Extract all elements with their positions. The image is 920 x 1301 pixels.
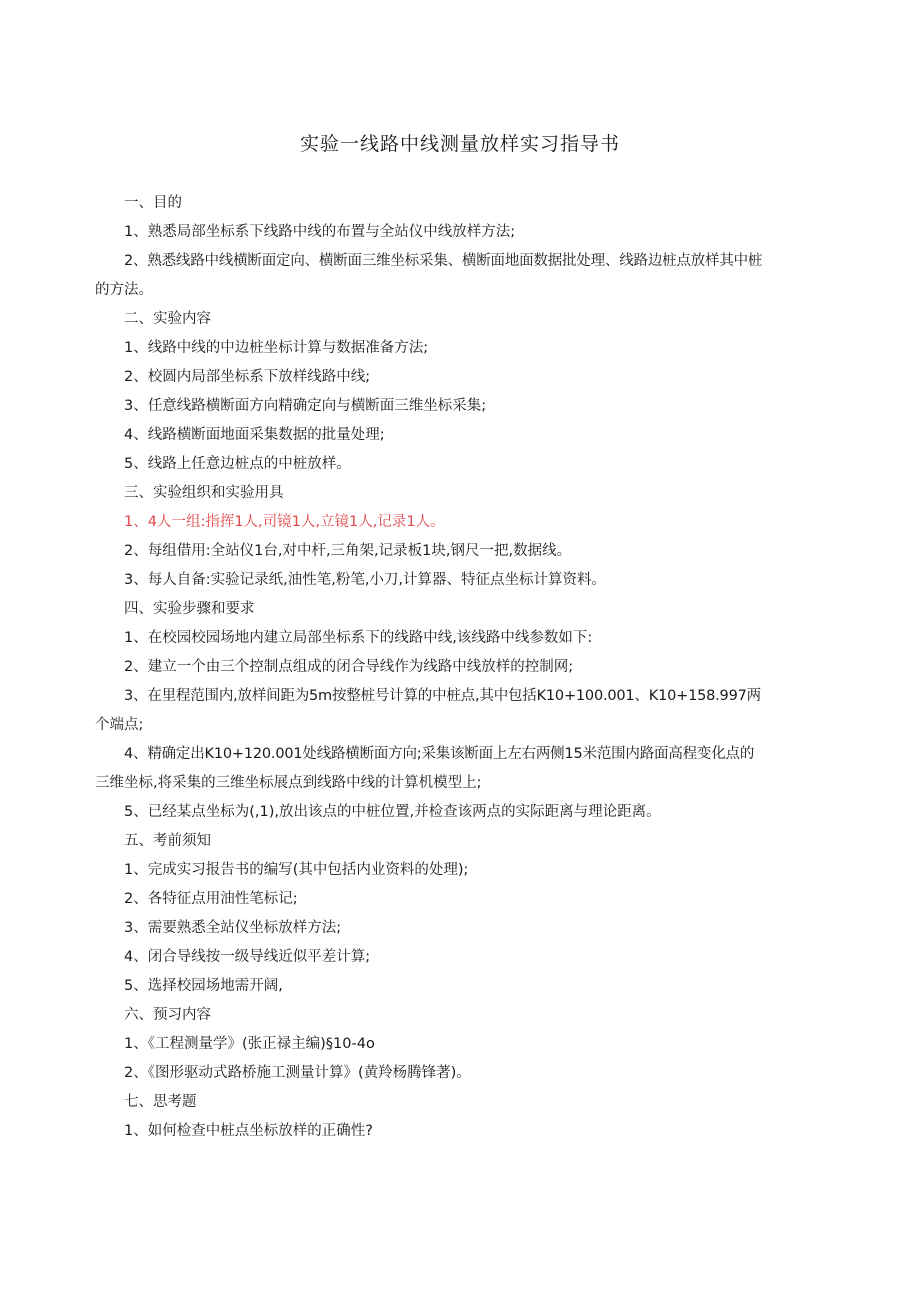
steps-item-4: 4、精确定出K10+120.001处线路横断面方向;采集该断面上左右两侧15米范围内路面高程变化点的 (124, 746, 755, 762)
content-item-3: 3、任意线路横断面方向精确定向与横断面三维坐标采集; (124, 398, 487, 414)
purpose-item-2-continued: 的方法。 (95, 282, 153, 298)
organization-item-1: 1、4人一组:指挥1人,司镜1人,立镜1人,记录1人。 (124, 514, 445, 530)
purpose-item-1: 1、熟悉局部坐标系下线路中线的布置与全站仪中线放样方法; (124, 224, 516, 240)
section-heading-organization: 三、实验组织和实验用具 (124, 485, 284, 501)
page-title: 实验一线路中线测量放样实习指导书 (299, 133, 620, 155)
section-heading-notes: 五、考前须知 (124, 833, 211, 849)
notes-item-4: 4、闭合导线按一级导线近似平差计算; (124, 949, 371, 965)
purpose-item-2: 2、熟悉线路中线横断面定向、横断面三维坐标采集、横断面地面数据批处理、线路边桩点放样其中桩 (124, 253, 763, 269)
steps-item-1: 1、在校园校园场地内建立局部坐标系下的线路中线,该线路中线参数如下: (124, 630, 593, 646)
section-heading-preview: 六、预习内容 (124, 1007, 211, 1023)
questions-item-1: 1、如何检查中桩点坐标放样的正确性? (124, 1123, 373, 1139)
content-item-5: 5、线路上任意边桩点的中桩放样。 (124, 456, 351, 472)
content-item-2: 2、校圆内局部坐标系下放样线路中线; (124, 369, 371, 385)
organization-item-3: 3、每人自备:实验记录纸,油性笔,粉笔,小刀,计算器、特征点坐标计算资料。 (124, 572, 607, 588)
organization-item-2: 2、每组借用:全站仪1台,对中杆,三角架,记录板1块,钢尺一把,数据线。 (124, 543, 572, 559)
steps-item-3: 3、在里程范围内,放样间距为5m按整桩号计算的中桩点,其中包括K10+100.001、K10+158.997两 (124, 688, 761, 704)
notes-item-1: 1、完成实习报告书的编写(其中包括内业资料的处理); (124, 862, 469, 878)
steps-item-5: 5、已经某点坐标为(,1),放出该点的中桩位置,并检查该两点的实际距离与理论距离。 (124, 804, 661, 820)
steps-item-2: 2、建立一个由三个控制点组成的闭合导线作为线路中线放样的控制网; (124, 659, 574, 675)
content-item-4: 4、线路横断面地面采集数据的批量处理; (124, 427, 385, 443)
section-heading-steps: 四、实验步骤和要求 (124, 601, 255, 617)
section-heading-questions: 七、思考题 (124, 1094, 197, 1110)
section-heading-purpose: 一、目的 (124, 195, 182, 211)
section-heading-content: 二、实验内容 (124, 311, 211, 327)
preview-item-2: 2、《图形驱动式路桥施工测量计算》(黄羚杨腾锋著)。 (124, 1065, 471, 1081)
preview-item-1: 1、《工程测量学》(张正禄主编)§10-4o (124, 1036, 375, 1052)
steps-item-4-continued: 三维坐标,将采集的三维坐标展点到线路中线的计算机模型上; (95, 775, 482, 791)
content-item-1: 1、线路中线的中边桩坐标计算与数据准备方法; (124, 340, 429, 356)
notes-item-3: 3、需要熟悉全站仪坐标放样方法; (124, 920, 342, 936)
steps-item-3-continued: 个端点; (95, 717, 144, 733)
notes-item-5: 5、选择校园场地需开阔, (124, 978, 283, 994)
notes-item-2: 2、各特征点用油性笔标记; (124, 891, 298, 907)
